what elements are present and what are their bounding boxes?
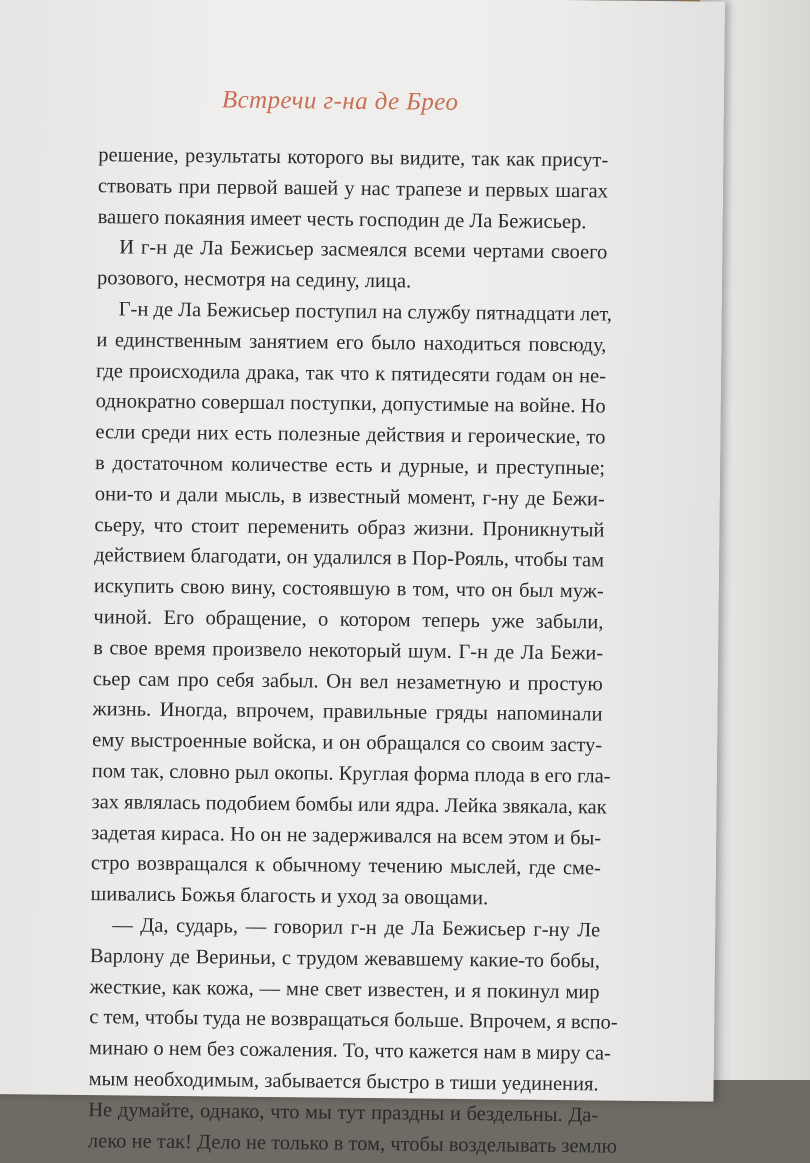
running-title: Встречи г-на де Брео xyxy=(221,86,459,116)
text-line: задетая кираса. Но он не задерживался на всем этом и бы- xyxy=(91,821,602,849)
text-line: в свое время произвело некоторый шум. Г-н де Ла Бежи- xyxy=(93,636,604,665)
text-line: они-то и дали мысль, в известный момент, г-ну де Бежи- xyxy=(94,482,605,511)
text-line: Варлону де Вериньи, с трудом жевавшему какие-то бобы, xyxy=(89,944,601,973)
text-line: жизнь. Иногда, впрочем, правильные гряды напоминали xyxy=(92,698,603,726)
text-line: с тем, чтобы туда не возвращаться больше. Впрочем, я вспо- xyxy=(89,1006,618,1034)
text-line: Не думайте, однако, что мы тут праздны и бездельны. Да- xyxy=(88,1098,599,1127)
text-line: однократно совершал поступки, допустимые на войне. Но xyxy=(95,390,606,418)
text-line: в достаточном количестве есть и дурные, и преступные; xyxy=(94,452,606,480)
text-line: зах являлась подобием бомбы или ядра. Лейка звякала, как xyxy=(91,790,607,819)
text-line: И г-н де Ла Бежисьер засмеялся всеми чертами своего xyxy=(119,236,608,264)
text-line: леко не так! Дело не только в том, чтобы возделывать землю xyxy=(87,1129,618,1158)
body-text xyxy=(87,140,618,1162)
text-line: действием благодати, он удалился в Пор-Рояль, чтобы там xyxy=(94,544,605,572)
text-line: — Да, сударь, — говорил г-н де Ла Бежисьер г-ну Ле xyxy=(112,914,601,942)
text-line: сьеру, что стоит переменить образ жизни. Проникнутый xyxy=(94,513,605,542)
text-line: и единственным занятием его было находиться повсюду, xyxy=(96,328,607,357)
text-line: где происходила драка, так что к пятидесяти годам он не- xyxy=(95,359,607,388)
text-line: искупить свою вину, состоявшую в том, что он был муж- xyxy=(93,575,604,603)
text-line: решение, результаты которого вы видите, так как присут- xyxy=(98,144,609,172)
text-line: ствовать при первой вашей у нас трапезе и первых шагах xyxy=(97,174,609,203)
text-line: ему выстроенные войска, и он обращался со своим засту- xyxy=(92,729,603,757)
text-line: если среди них есть полезные действия и героические, то xyxy=(95,421,606,449)
text-line: стро возвращался к обычному течению мыслей, где сме- xyxy=(90,852,601,880)
text-line: пом так, словно рыл окопы. Круглая форма плода в его гла- xyxy=(91,760,611,788)
text-line: Г-н де Ла Бежисьер поступил на службу пятнадцати лет, xyxy=(118,298,613,326)
text-line: шивались Божья благость и уход за овощами. xyxy=(90,883,489,910)
text-line: минаю о нем без сожаления. То, что кажется нам в миру са- xyxy=(88,1037,612,1065)
text-line: чиной. Его обращение, о котором теперь уже забыли, xyxy=(93,606,604,634)
text-line: жесткие, как кожа, — мне свет известен, и я покинул мир xyxy=(89,975,600,1003)
text-line: розового, несмотря на седину, лица. xyxy=(96,267,412,293)
text-line: сьер сам про себя забыл. Он вел незаметную и простую xyxy=(92,667,603,696)
text-line: мым необходимым, забывается быстро в тиши уединения. xyxy=(88,1067,599,1096)
text-line: вашего покаяния имеет честь господин де Ла Бежисьер. xyxy=(97,205,587,233)
